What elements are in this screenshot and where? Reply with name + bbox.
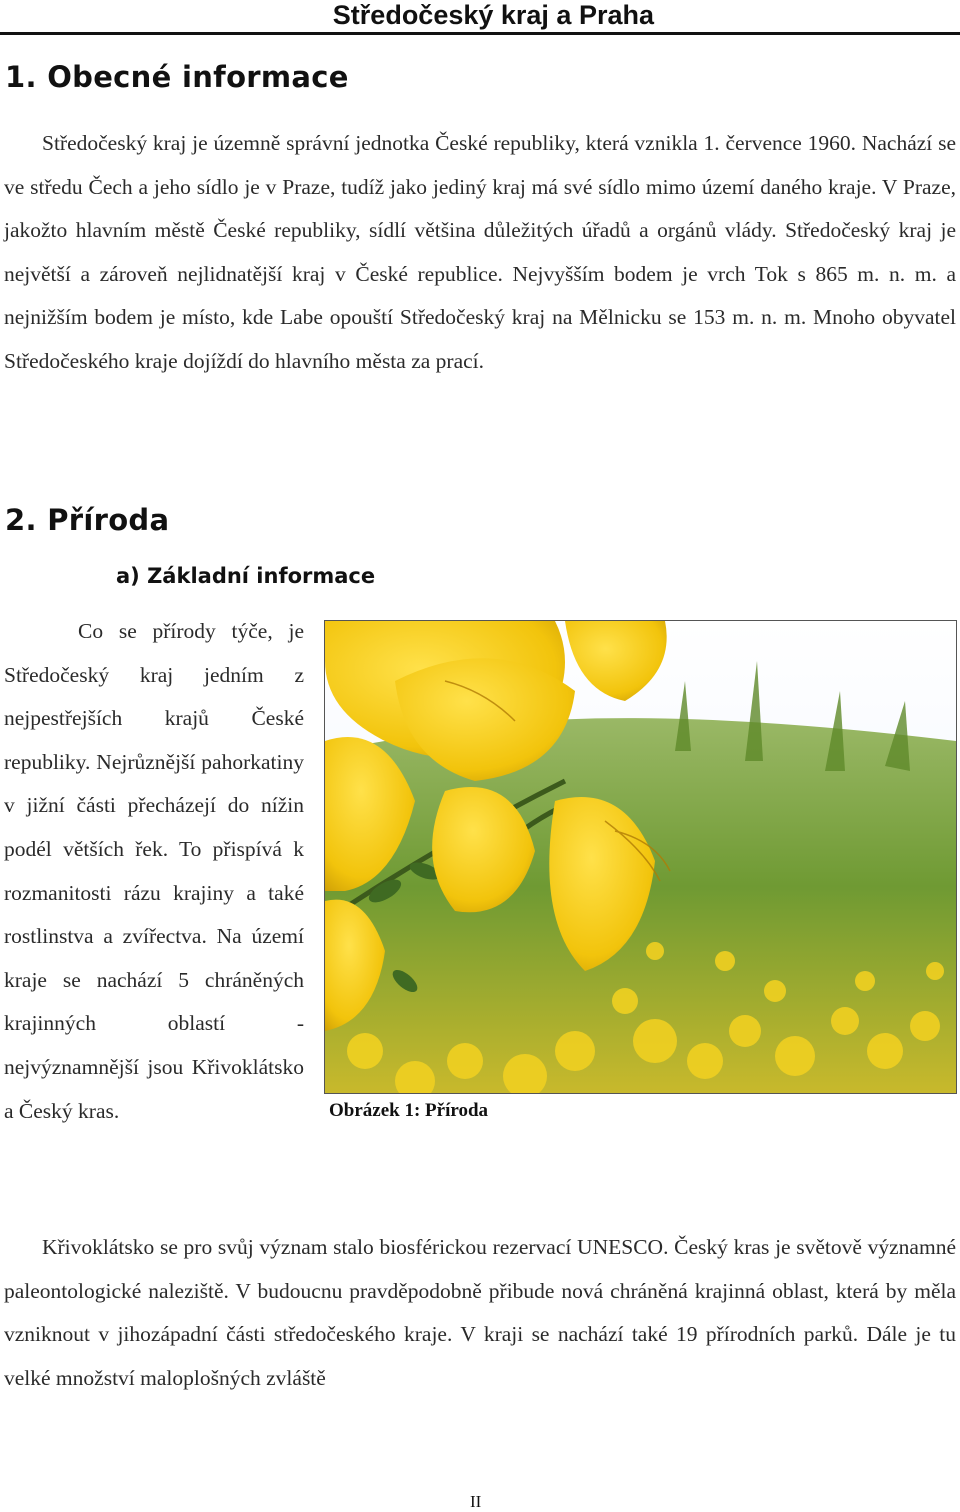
header-rule: [0, 32, 960, 35]
subsection-heading-basic-info: a) Základní informace: [116, 564, 376, 588]
page-number: II: [470, 1492, 482, 1511]
paragraph-nature-side: Co se přírody týče, je Středočeský kraj jedním z nejpestřejších krajů České republiky. Nejrůznější pahorkatiny v jižní části přecházejí do nížin podél větších řek. To přispívá k rozmanitosti rázu krajiny a také rostlinstva a zvířectva. Na území kraje se nachází 5 chráněných krajinných oblastí - nejvýznamnější jsou Křivoklátsko a Český kras.: [4, 619, 304, 1123]
section-heading-general: 1. Obecné informace: [5, 60, 349, 94]
section-heading-nature: 2. Příroda: [5, 503, 170, 537]
nature-photo: [324, 620, 957, 1094]
paragraph-general-info: Středočeský kraj je územně správní jednotka České republiky, která vznikla 1. července 1960. Nachází se ve středu Čech a jeho sídlo je v Praze, tudíž jako jediný kraj má své sídlo mimo území daného kraje. V Praze, jakožto hlavním městě České republiky, sídlí většina důležitých úřadů a orgánů vlády. Středočeský kraj je největší a zároveň nejlidnatější kraj v České republice. Nejvyšším bodem je vrch Tok s 865 m. n. m. a nejnižším bodem je místo, kde Labe opouští Středočeský kraj na Mělnicku se 153 m. n. m. Mnoho obyvatel Středočeského kraje dojíždí do hlavního města za prací.: [4, 131, 956, 373]
figure-caption: Obrázek 1: Příroda: [329, 1100, 489, 1121]
paragraph-nature-continued: Křivoklátsko se pro svůj význam stalo biosférickou rezervací UNESCO. Český kras je světově významné paleontologické naleziště. V budoucnu pravděpodobně přibude nová chráněná krajinná oblast, která by měla vzniknout v jihozápadní části středočeského kraje. V kraji se nachází také 19 přírodních parků. Dále je tu velké množství maloplošných zvláště: [4, 1235, 956, 1390]
running-header-title: Středočeský kraj a Praha: [332, 0, 654, 30]
